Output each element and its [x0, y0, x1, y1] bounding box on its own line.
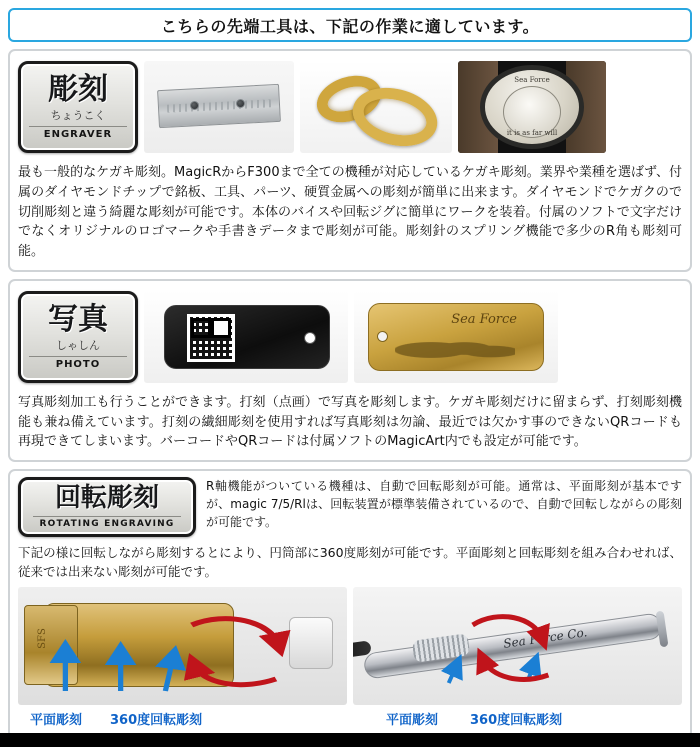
- badge-engraver: [18, 61, 138, 153]
- flat-engraving-label-left: 平面彫刻: [30, 713, 83, 728]
- engraver-description: 最も一般的なケガキ彫刻。MagicRからF300まで全ての機種が対応しているケガキ彫刻。業界や業種を選ばず、付属のダイヤモンドチップで銘板、工具、パーツ、硬質金属への彫刻が簡単に出来ます。ダイヤモンドでケガクので切削彫刻と違う綺麗な彫刻が可能です。本体のバイスや回転ジグに簡単にワークを装着。付属のソフトで文字だけでなくオリジナルのロゴマークや手書きデータまで彫刻が可能。彫刻針のスプリング機能で多少のR角も彫刻可能。: [18, 165, 682, 259]
- watch-engraved-text: it is as far will: [506, 129, 558, 137]
- photo-description: 写真彫刻加工も行うことができます。打刻（点画）で写真を彫刻します。ケガキ彫刻だけに留まらず、打刻彫刻機能も兼ね備えています。打刻の繊細彫刻を使用すれば写真彫刻は勿論、最近では欠かす事のできないQRコードも再現できてしまいます。バーコードやQRコードは付属ソフトのMagicArt内でも設定が可能です。: [18, 394, 682, 450]
- footer-bar: [0, 733, 700, 747]
- section-rotating-engraving: [8, 469, 692, 739]
- engraved-dog-image: [395, 332, 515, 362]
- watch-case: [480, 65, 584, 149]
- black-qr-tag-photo: [144, 291, 348, 383]
- badge-engraver-kana: ちょうこく: [50, 108, 106, 122]
- metal-plate-shape: [157, 84, 281, 128]
- page-root: [0, 8, 700, 747]
- brass-fitting-photo: [18, 587, 347, 705]
- plate-hole-icon: [190, 101, 199, 110]
- tag-hole-icon: [377, 331, 388, 342]
- tag-hole-icon: [304, 332, 316, 344]
- flat-engraving-label-right: 平面彫刻: [386, 713, 439, 728]
- pen-clip-shape: [656, 611, 669, 648]
- badge-engraver-en: ENGRAVER: [29, 126, 127, 140]
- rotary-engraving-label-left: 360度回転彫刻: [110, 713, 203, 728]
- engraver-photo-row: [18, 57, 682, 157]
- badge-photo-en: PHOTO: [29, 356, 127, 370]
- badge-photo-kanji: 写真: [48, 302, 108, 337]
- engraved-pen-photo: [353, 587, 682, 705]
- metal-plate-photo: [144, 61, 294, 153]
- gold-rings-photo: [300, 61, 452, 153]
- brass-engraved-text: SFS: [36, 628, 48, 649]
- badge-photo: [18, 291, 138, 383]
- badge-photo-kana: しゃしん: [56, 338, 100, 352]
- header-title: こちらの先端工具は、下記の作業に適しています。: [160, 16, 540, 36]
- rotary-engraving-label-right: 360度回転彫刻: [470, 713, 563, 728]
- white-cap-shape: [289, 617, 333, 669]
- black-tag-shape: [164, 305, 330, 369]
- rotating-description-top: R軸機能がついている機種は、自動で回転彫刻が可能。通常は、平面彫刻が基本ですが、magic 7/5/Rlは、回転装置が標準装備されているので、自動で回転しながらの彫刻が可能です。: [206, 479, 682, 529]
- brass-nut-shape: [24, 605, 78, 685]
- annotation-labels-row: [18, 709, 682, 729]
- gold-tag-brand-text: Sea Force: [451, 311, 517, 327]
- plate-hole-icon: [236, 99, 245, 108]
- section-photo: [8, 279, 692, 462]
- badge-engraver-kanji: 彫刻: [48, 72, 108, 108]
- rotating-photo-row: [18, 587, 682, 705]
- section-engraver: [8, 49, 692, 272]
- badge-rotating-en: ROTATING ENGRAVING: [33, 516, 181, 529]
- photo-photo-row: [18, 287, 682, 387]
- badge-rotating-engraving: [18, 477, 196, 537]
- gold-tag-shape: [368, 303, 544, 371]
- watch-brand-text: Sea Force: [514, 76, 550, 84]
- wristwatch-photo: [458, 61, 606, 153]
- gold-dog-tag-photo: [354, 291, 558, 383]
- header-banner: [8, 8, 692, 42]
- qr-code-icon: [187, 314, 235, 362]
- pen-engraved-logo: Sea Force Co.: [502, 625, 589, 651]
- rotating-description-bottom: 下記の様に回転しながら彫刻するとにより、円筒部に360度彫刻が可能です。平面彫刻と回転彫刻を組み合わせれば、従来では出来ない彫刻が可能です。: [18, 545, 682, 579]
- badge-rotating-kanji: 回転彫刻: [54, 483, 159, 514]
- rotating-header-row: [18, 477, 682, 537]
